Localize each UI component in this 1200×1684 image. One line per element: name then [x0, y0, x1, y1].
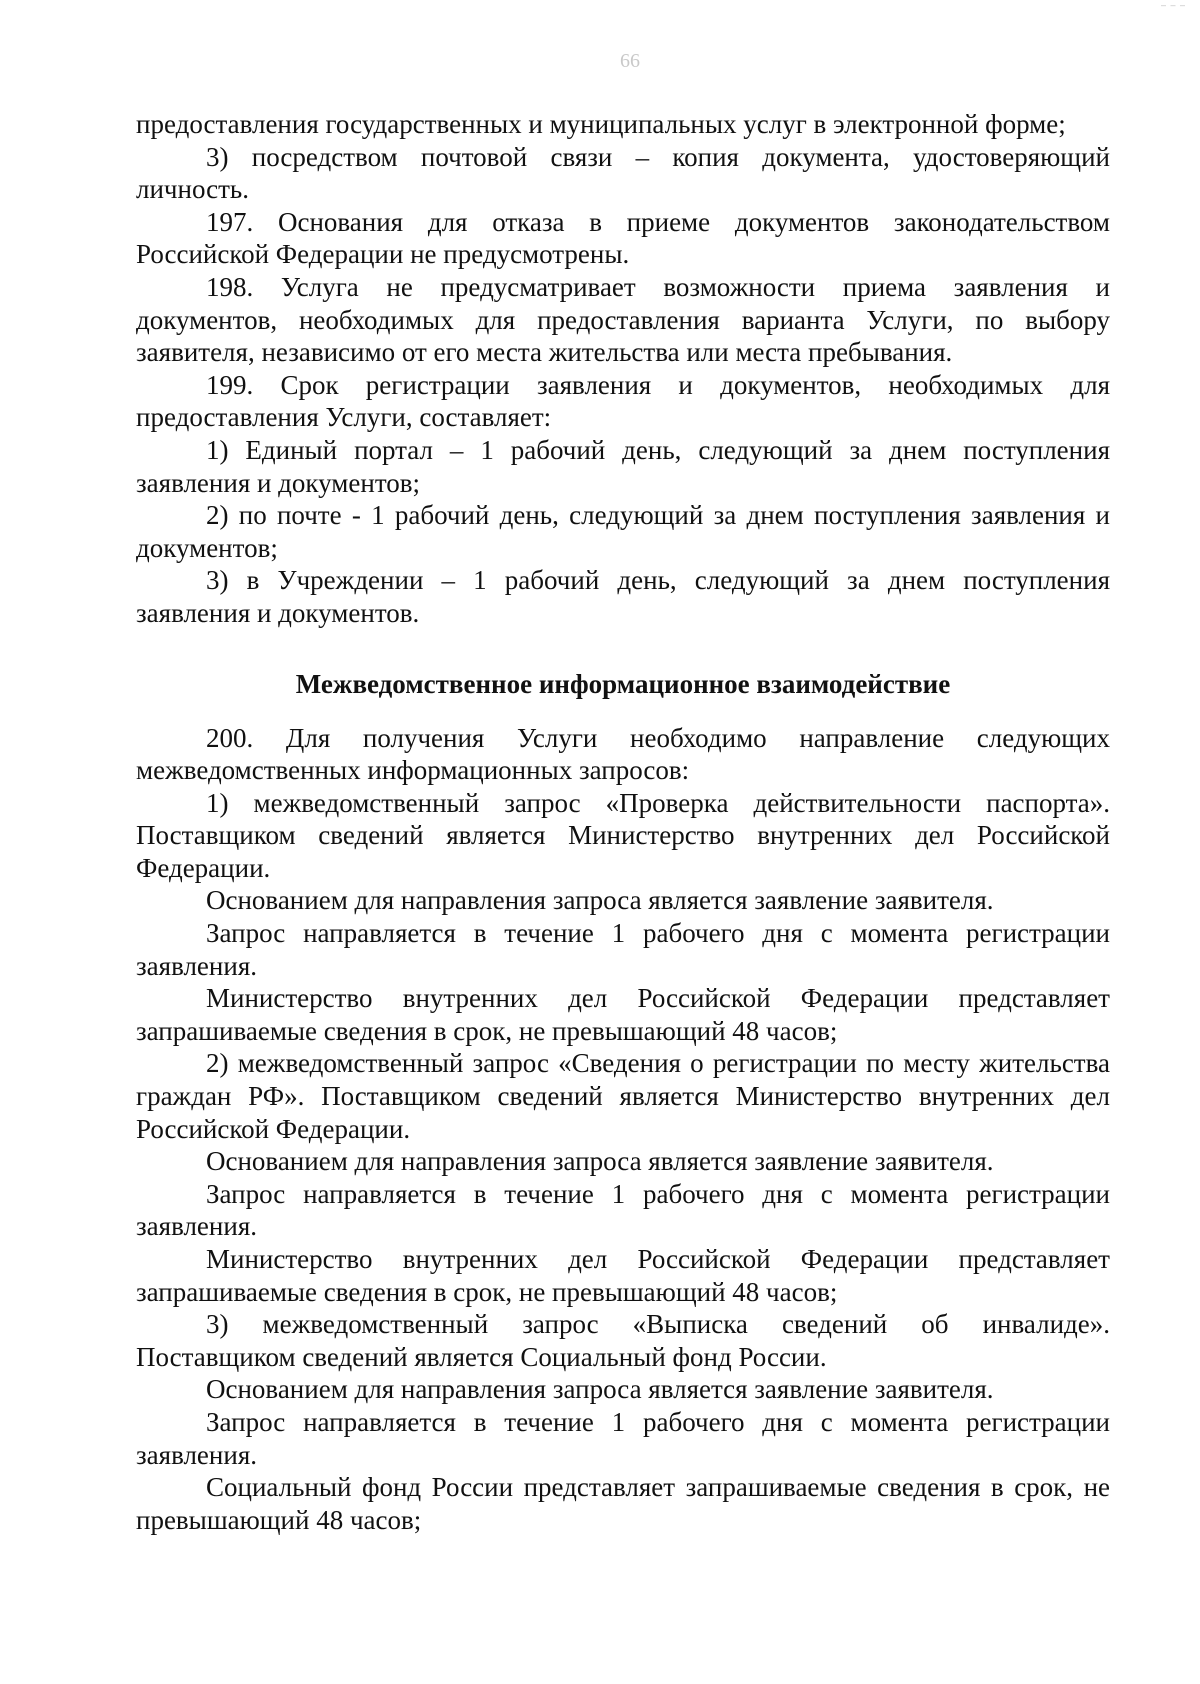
paragraphs-after-heading	[136, 722, 1110, 1537]
paragraph: Запрос направляется в течение 1 рабочего дня с момента регистрации заявления.	[136, 918, 1110, 981]
paragraph: Запрос направляется в течение 1 рабочего дня с момента регистрации заявления.	[136, 1406, 1110, 1470]
paragraph: 199. Срок регистрации заявления и документов, необходимых для предоставления Услуги, составляет:	[136, 369, 1110, 433]
document-body	[136, 108, 1110, 1536]
paragraph: Социальный фонд России представляет запрашиваемые сведения в срок, не превышающий 48 часов;	[136, 1472, 1110, 1535]
paragraph: 3) в Учреждении – 1 рабочий день, следующий за днем поступления заявления и документов.	[136, 565, 1110, 628]
paragraph: Запрос направляется в течение 1 рабочего дня с момента регистрации заявления.	[136, 1178, 1110, 1242]
paragraph: Министерство внутренних дел Российской Федерации представляет запрашиваемые сведения в срок, не превышающий 48 часов;	[136, 983, 1110, 1046]
paragraph: 3) межведомственный запрос «Выписка сведений об инвалиде». Поставщиком сведений является Социальный фонд России.	[136, 1309, 1110, 1372]
paragraph: 2) по почте - 1 рабочий день, следующий за днем поступления заявления и документов;	[136, 500, 1110, 563]
paragraph: 2) межведомственный запрос «Сведения о регистрации по месту жительства граждан РФ». Поставщиком сведений является Министерство внутренних дел Российской Федерации.	[136, 1048, 1110, 1144]
paragraph: 197. Основания для отказа в приеме документов законодательством Российской Федерации не предусмотрены.	[136, 206, 1110, 270]
paragraphs-before-heading	[136, 108, 1110, 630]
heading-spacer	[136, 700, 1110, 722]
section-spacer	[136, 630, 1110, 668]
section-heading: Межведомственное информационное взаимодействие	[295, 668, 951, 699]
paragraph: Основанием для направления запроса является заявление заявителя.	[206, 1146, 994, 1177]
paragraph: предоставления государственных и муниципальных услуг в электронной форме;	[136, 109, 1066, 139]
paragraph: Основанием для направления запроса является заявление заявителя.	[206, 885, 994, 916]
corner-mark: – – –	[1160, 0, 1186, 10]
paragraph: Министерство внутренних дел Российской Федерации представляет запрашиваемые сведения в срок, не превышающий 48 часов;	[136, 1244, 1110, 1307]
paragraph: Основанием для направления запроса является заявление заявителя.	[206, 1374, 994, 1405]
paragraph: 3) посредством почтовой связи – копия документа, удостоверяющий личность.	[136, 141, 1110, 205]
paragraph: 200. Для получения Услуги необходимо направление следующих межведомственных информационных запросов:	[136, 722, 1110, 786]
paragraph: 198. Услуга не предусматривает возможности приема заявления и документов, необходимых для предоставления варианта Услуги, по выбору заявителя, независимо от его места жительства или места пребывания.	[136, 271, 1110, 368]
page-number: 66	[620, 50, 640, 72]
paragraph: 1) Единый портал – 1 рабочий день, следующий за днем поступления заявления и документов;	[136, 434, 1110, 498]
paragraph: 1) межведомственный запрос «Проверка действительности паспорта». Поставщиком сведений является Министерство внутренних дел Российской Федерации.	[136, 787, 1110, 883]
